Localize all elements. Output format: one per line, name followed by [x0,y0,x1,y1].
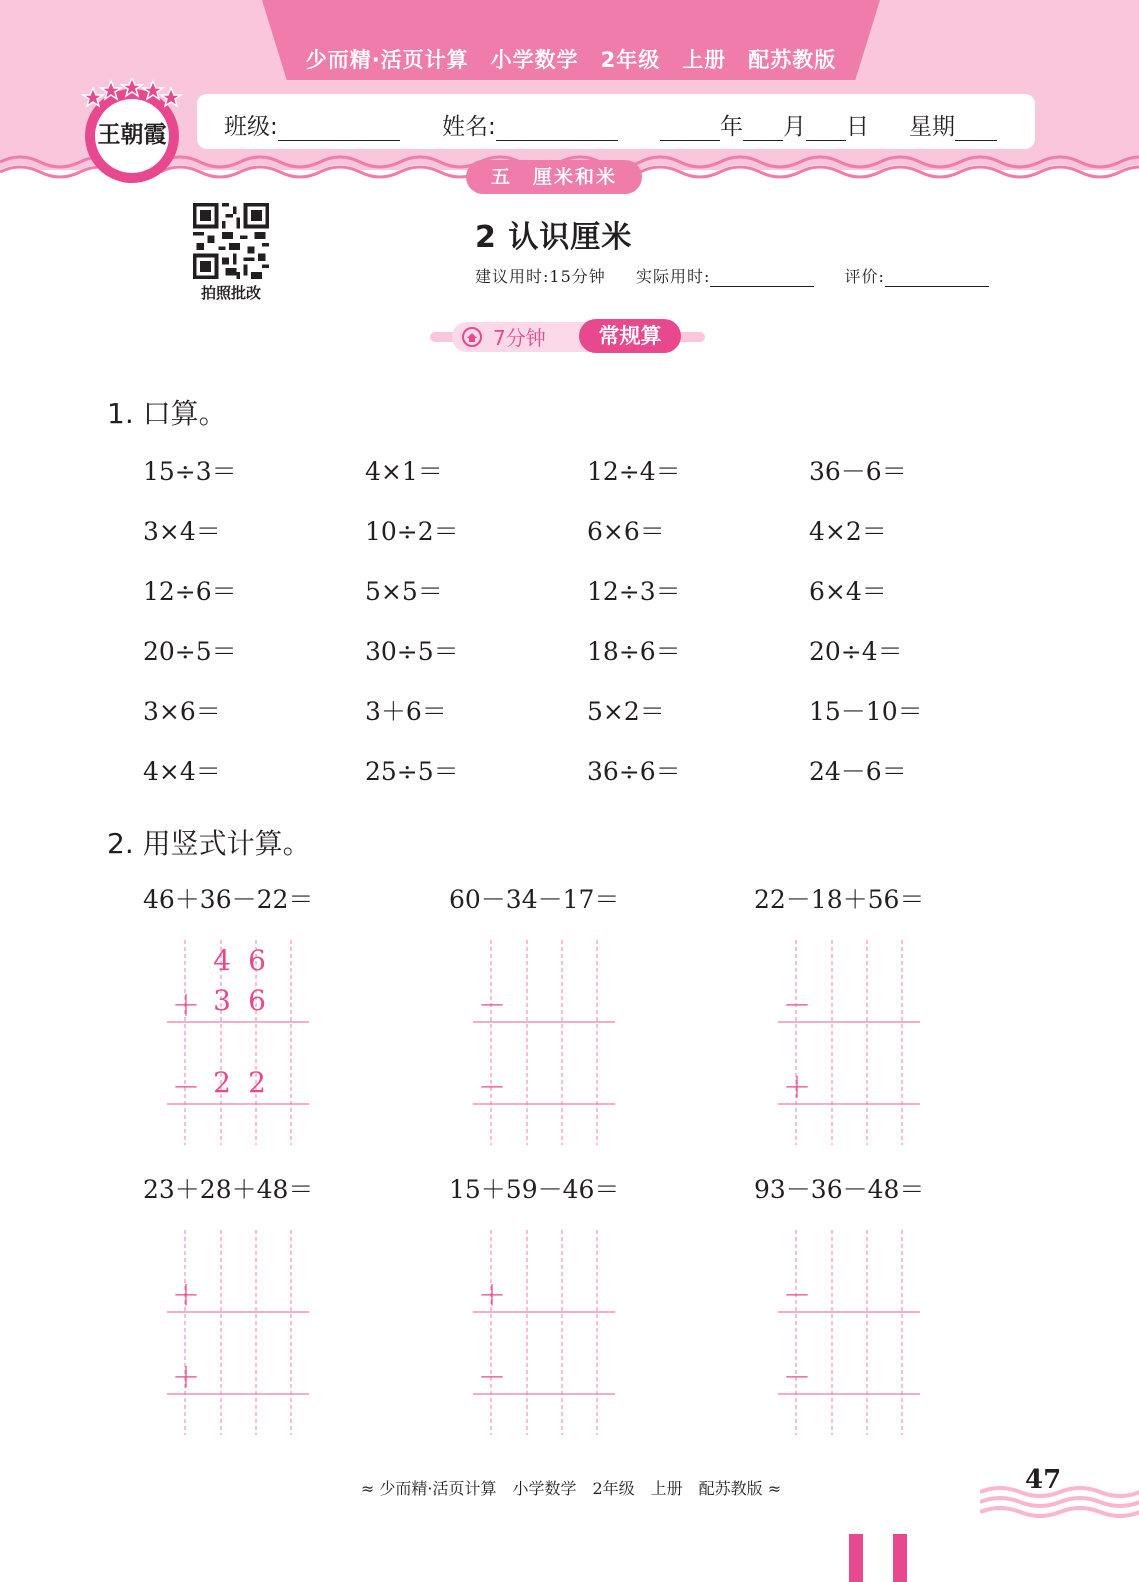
weekday-blank[interactable] [955,116,997,141]
class-blank[interactable] [278,116,400,141]
vertical-calc-grid[interactable] [167,1230,309,1440]
q1-item: 30÷5＝ [365,637,459,666]
grid-digit: 4 [213,944,231,977]
rating-blank[interactable] [885,266,989,287]
operator-sign: ＋ [171,1361,200,1394]
class-label: 班级: [224,114,278,140]
year-label: 年 [720,114,743,140]
operator-sign: － [782,989,811,1022]
q1-grid [143,452,983,812]
q2-expression: 15＋59－46＝ [449,1175,620,1204]
grid-digit: 3 [213,984,231,1017]
operator-sign: ＋ [477,1279,506,1312]
q2-title: 2. 用竖式计算。 [107,827,311,860]
rating-label: 评价: [844,267,885,286]
month-blank[interactable] [743,116,783,141]
q1-item: 36－6＝ [809,457,907,486]
weekday-field[interactable] [909,108,997,141]
series-title: 少而精·活页计算 小学数学 2年级 上册 配苏教版 [305,48,837,72]
actual-time-blank[interactable] [710,266,814,287]
operator-sign: ＋ [782,1071,811,1104]
q1-item: 20÷4＝ [809,637,903,666]
q1-item: 5×2＝ [587,697,665,726]
day-blank[interactable] [806,116,846,141]
operator-sign: ＋ [171,1279,200,1312]
page-edge-tab [849,1534,863,1582]
q1-item: 12÷6＝ [143,577,237,606]
class-field[interactable] [224,108,400,141]
q1-item: 15－10＝ [809,697,923,726]
q1-item: 15÷3＝ [143,457,237,486]
q1-item: 10÷2＝ [365,517,459,546]
q1-item: 18÷6＝ [587,637,681,666]
operator-sign: － [782,1279,811,1312]
q1-item: 12÷3＝ [587,577,681,606]
name-blank[interactable] [496,116,618,141]
q1-item: 20÷5＝ [143,637,237,666]
page-number: 47 [1025,1465,1062,1495]
q2-expression: 93－36－48＝ [754,1175,925,1204]
q1-title: 1. 口算。 [107,397,227,430]
q1-item: 3＋6＝ [365,697,447,726]
q1-item: 12÷4＝ [587,457,681,486]
operator-sign: － [477,989,506,1022]
day-label: 日 [846,114,869,140]
q2-expression: 23＋28＋48＝ [143,1175,314,1204]
time-line [475,264,989,287]
grid-digit: 2 [213,1066,231,1099]
q1-item: 4×1＝ [365,457,443,486]
operator-sign: － [477,1071,506,1104]
year-blank[interactable] [660,116,720,141]
q1-item: 3×6＝ [143,697,221,726]
vertical-calc-grid[interactable] [473,940,615,1150]
q1-item: 5×5＝ [365,577,443,606]
name-label: 姓名: [442,114,496,140]
date-field[interactable] [660,108,869,141]
grid-digit: 2 [248,1066,266,1099]
unit-tab: 五 厘米和米 [466,160,642,194]
q1-item: 6×6＝ [587,517,665,546]
weekday-label: 星期 [909,114,955,140]
operator-sign: － [782,1361,811,1394]
q1-item: 24－6＝ [809,757,907,786]
operator-sign: ＋ [171,989,200,1022]
actual-time-label: 实际用时: [635,267,711,286]
vertical-calc-grid[interactable] [778,940,920,1150]
q1-item: 4×2＝ [809,517,887,546]
month-label: 月 [783,114,806,140]
qr-code[interactable] [193,203,269,279]
grid-digit: 6 [248,944,266,977]
vertical-calc-grid[interactable] [473,1230,615,1440]
footer-series: ≈ 少而精·活页计算 小学数学 2年级 上册 配苏教版 ≈ [360,1479,782,1498]
q1-item: 4×4＝ [143,757,221,786]
operator-sign: － [477,1361,506,1394]
suggested-time: 建议用时:15分钟 [475,267,606,286]
q2-expression: 22－18＋56＝ [754,885,925,914]
q2-expression: 46＋36－22＝ [143,885,314,914]
page-edge-tab [893,1534,907,1582]
q2-expression: 60－34－17＝ [449,885,620,914]
type-tag: 常规算 [579,319,681,353]
qr-caption: 拍照批改 [200,284,261,302]
name-field[interactable] [442,108,618,141]
q1-item: 25÷5＝ [365,757,459,786]
vertical-calc-grid[interactable] [778,1230,920,1440]
brand-logo [79,78,185,184]
q1-item: 3×4＝ [143,517,221,546]
svg-text:王朝霞: 王朝霞 [97,121,167,148]
time-tag: 7分钟 [493,326,546,350]
grid-digit: 6 [248,984,266,1017]
operator-sign: － [171,1071,200,1104]
lesson-title: 2 认识厘米 [475,220,633,255]
q1-item: 6×4＝ [809,577,887,606]
q1-item: 36÷6＝ [587,757,681,786]
